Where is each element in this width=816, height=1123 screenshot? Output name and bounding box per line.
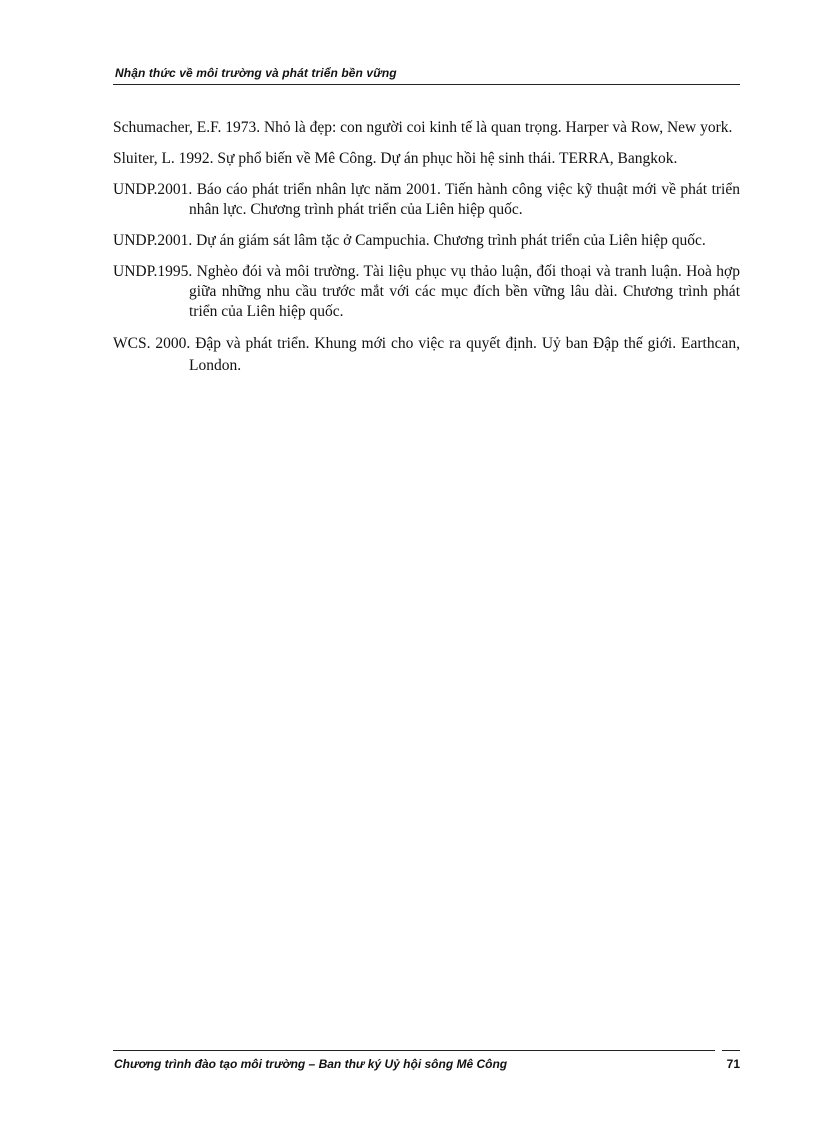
- reference-item: UNDP.2001. Báo cáo phát triển nhân lực năm 2001. Tiến hành công việc kỹ thuật mới về phát triển nhân lực. Chương trình phát triển của Liên hiệp quốc.: [113, 181, 740, 218]
- reference-list: [113, 118, 740, 388]
- reference-item: WCS. 2000. Đập và phát triển. Khung mới cho việc ra quyết định. Uỷ ban Đập thế giới. Earthcan, London.: [113, 335, 740, 374]
- reference-item: UNDP.1995. Nghèo đói và môi trường. Tài liệu phục vụ thảo luận, đối thoại và tranh luận. Hoà hợp giữa những nhu cầu trước mắt với các mục đích bền vững lâu dài. Chương trình phát triển của Liên hiệp quốc.: [113, 263, 740, 320]
- page-number: 71: [726, 1057, 740, 1071]
- reference-item: UNDP.2001. Dự án giám sát lâm tặc ở Campuchia. Chương trình phát triển của Liên hiệp quốc.: [113, 232, 706, 249]
- footer-text: Chương trình đào tạo môi trường – Ban thư ký Uỷ hội sông Mê Công: [114, 1057, 508, 1071]
- page-header: [113, 64, 740, 85]
- header-title: Nhận thức về môi trường và phát triển bền vững: [115, 66, 397, 80]
- footer-divider-page: [722, 1050, 740, 1051]
- reference-item: Schumacher, E.F. 1973. Nhỏ là đẹp: con người coi kinh tế là quan trọng. Harper và Row, New york.: [113, 119, 733, 136]
- reference-item: Sluiter, L. 1992. Sự phổ biến về Mê Công. Dự án phục hồi hệ sinh thái. TERRA, Bangkok.: [113, 150, 678, 167]
- footer-divider: [113, 1050, 715, 1051]
